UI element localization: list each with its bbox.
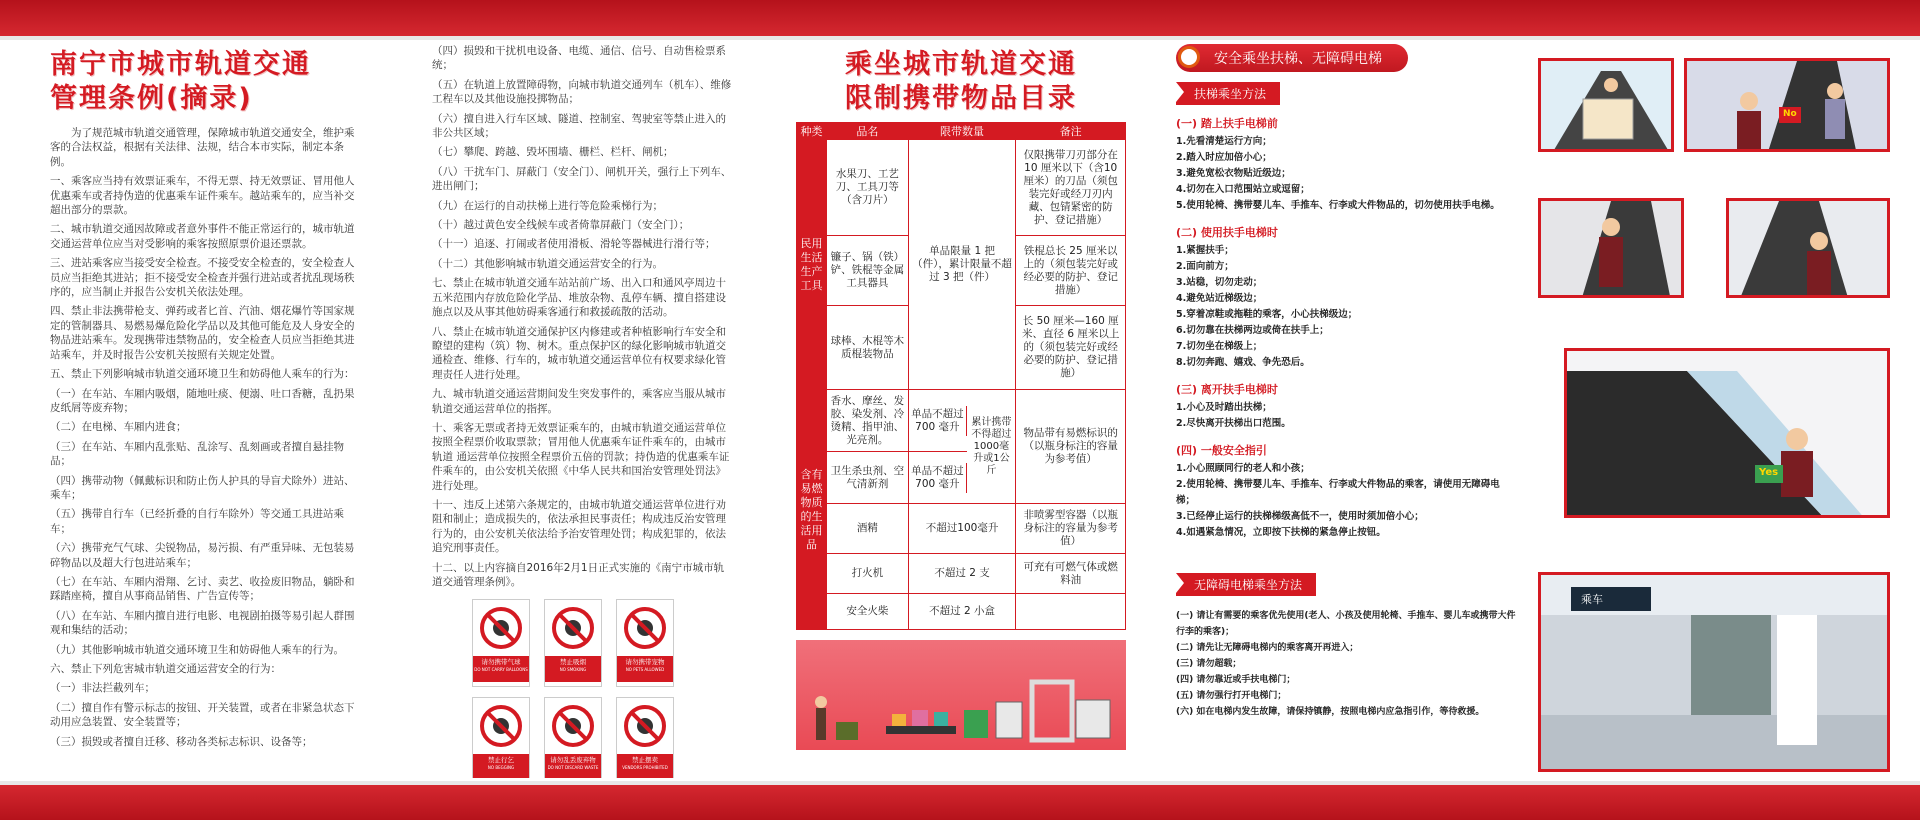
paragraph: 八、禁止在城市轨道交通保护区内修建或者种植影响行车安全和瞭望的建构（筑）物、树木。重点保护区的绿化影响城市轨道交通检查、维修、行车的，城市轨道交通运营单位有权要求绿化管理责任人进行处理。 [432,325,726,381]
table-cell-note: 可充有可燃气体或燃料油 [1016,554,1126,594]
table-cell-item: 卫生杀虫剂、空气清新剂 [826,452,908,504]
sign-label-cn: 禁止行乞 [488,756,514,765]
paragraph: （三）在车站、车厢内乱张贴、乱涂写、乱刻画或者擅自悬挂物品； [50,440,344,468]
step-item: 4.切勿在入口范围站立或逗留； [1176,184,1310,195]
escalator-section-title [1176,44,1408,72]
paragraph: （十）越过黄色安全线候车或者倚靠屏蔽门（安全门）； [432,219,690,232]
step-item: 1.紧握扶手； [1176,245,1234,256]
panel-regulations-part2 [432,44,732,778]
step-item: (一) 请让有需要的乘客优先使用(老人、小孩及使用轮椅、手推车、婴儿车或携带大件行李的乘客)； [1176,611,1516,637]
step-item: (四) 请勿靠近或手扶电梯门； [1176,675,1296,685]
paragraph: （七）在车站、车厢内滑翔、乞讨、卖艺、收捡废旧物品，躺卧和踩踏座椅，擅自从事商品销售、广告宣传等； [50,575,355,603]
step-item: 1.小心照顾同行的老人和小孩； [1176,463,1310,474]
step-item: 2.使用轮椅、携带婴儿车、手推车、行李或大件物品的乘客，请使用无障碍电梯； [1176,479,1500,506]
escalator-luggage-icon [1541,61,1674,152]
person-head [815,696,827,708]
security-gate [1032,682,1072,740]
sign-label [545,754,601,778]
table-cell-item: 香水、摩丝、发胶、染发剂、冷烫精、指甲油、光亮剂。 [826,390,908,452]
paragraph: 二、城市轨道交通因故障或者意外事件不能正常运行的，城市轨道交通运营单位应当对受影响的乘客按照原票价退还票款。 [50,223,355,250]
step-item: 1.先看清楚运行方向； [1176,136,1272,147]
paragraph: （八）在车站、车厢内擅自进行电影、电视剧拍摄等易引起人群围观和集结的活动； [50,609,355,637]
steps-leaving [1176,400,1516,432]
table-cell-note: 非喷雾型容器（以瓶身标注的容量为参考值） [1016,504,1126,554]
prohibition-sign [616,697,674,778]
category-flammable: 含有易燃物质的生活用品 [797,390,827,630]
regulations-text-continued [432,44,732,589]
escalator-main-title: 安全乘坐扶梯、无障碍电梯 [1214,51,1382,67]
prohibition-sign [544,599,602,687]
trash-bin-icon [964,710,988,738]
step-item: 3.站稳，切勿走动； [1176,277,1263,288]
paragraph: 五、禁止下列影响城市轨道交通环境卫生和妨碍他人乘车的行为： [50,368,355,381]
security-check-banner [796,640,1126,750]
paragraph: 六、禁止下列危害城市轨道交通运营安全的行为： [50,663,281,675]
sign-label-cn: 禁止吸烟 [560,658,586,667]
xray-machine [1076,700,1110,738]
restricted-title-line2: 限制携带物品目录 [845,83,1077,114]
col-header-category: 种类 [797,123,827,140]
table-cell-item: 水果刀、工艺刀、工具刀等（含刀片） [826,140,908,236]
station-sign-label: 乘车 [1581,593,1603,606]
prohibition-sign [544,697,602,778]
no-smoking-icon [545,600,601,656]
steps-general [1176,461,1516,541]
paragraph: 十、乘客无票或者持无效票证乘车的，由城市轨道交通运营单位按照全程票价收取票款；冒用他人优惠乘车证件乘车的，由城市轨道 通运营单位按照全程票价五倍的罚款；持伪造的优惠乘车证件乘车的，由公安机关依照《中华人民共和国治安管理处罚法》进行处理。 [432,421,730,492]
escalator-method-tag: 扶梯乘坐方法 [1176,82,1280,105]
escalator-staff-icon [1729,201,1890,298]
no-pets-icon [617,600,673,656]
paragraph: （一）在车站、车厢内吸烟，随地吐痰、便溺、吐口香糖，乱扔果皮纸屑等废弃物； [50,387,355,414]
table-cell-note: 物品带有易燃标识的（以瓶身标注的容量为参考值） [1016,390,1126,504]
paragraph: （五）携带自行车（已经折叠的自行车除外）等交通工具进站乘车； [50,508,344,535]
step-item: (五) 请勿强行打开电梯门； [1176,691,1287,701]
no-vendors-icon [617,698,673,754]
step-item: 3.已经停止运行的扶梯梯级高低不一，使用时须加倍小心； [1176,511,1424,522]
escalator-yes-icon [1567,351,1890,518]
paragraph: 三、进站乘客应当接受安全检查。不接受安全检查的，安全检查人员应当拒绝其进站；拒不接受安全检查并强行进站或者扰乱现场秩序的，应当制止并报告公安机关依法处理。 [50,257,355,299]
scanner-machine [996,702,1022,738]
bag-icon [912,710,928,726]
paragraph: （一）非法拦截列车； [50,682,155,695]
step-item: 3.避免宽松衣物贴近级边； [1176,168,1291,179]
escalator-staff-icon [1687,61,1890,152]
paragraph: 一、乘客应当持有效票证乘车，不得无票、持无效票证、冒用他人优惠乘车或者持伪造的优惠乘车证件乘车。越站乘车的，应当补交超出部分的票款。 [50,175,355,217]
table-cell-quantity-split [908,417,1016,504]
sign-label-cn: 请勿携带宠物 [625,658,665,667]
no-sign-label: No [1783,109,1797,119]
paragraph: 十一、违反上述第六条规定的，由城市轨道交通运营单位进行劝阻和制止；造成损失的，依法承担民事责任；构成违反治安管理行为的，由公安机关依法给予治安管理处罚；构成犯罪的，依法追究刑事责任。 [432,498,726,555]
panel-regulations-part1 [50,44,360,778]
step-item: 8.切勿奔跑、嬉戏、争先恐后。 [1176,357,1310,368]
restricted-title-line1: 乘坐城市轨道交通 [845,49,1077,80]
category-tools: 民用生活生产工具 [797,140,827,390]
step-item: (三) 请勿超载； [1176,659,1242,669]
paragraph: （六）擅自进入行车区域、隧道、控制室、驾驶室等禁止进入的非公共区域； [432,112,726,140]
illustration-escalator-staff-2 [1726,198,1890,298]
sign-label-en: NO PETS ALLOWED [625,667,665,673]
paragraph: （二）擅自作有警示标志的按钮、开关装置，或者在非紧急状态下动用应急装置、安全装置等； [50,701,355,729]
steps-before [1176,134,1516,214]
illustration-luggage-escalator [1538,58,1674,152]
prohibition-sign [472,599,530,687]
step-item: 4.避免站近梯级边； [1176,293,1263,304]
sign-label [617,656,673,682]
sign-label [473,656,529,682]
regulations-title-line1: 南宁市城市轨道交通 [50,49,311,80]
table-cell-quantity: 单品不超过700 毫升 [909,406,967,436]
panel-escalator-guide [1176,44,1516,778]
table-cell-note: 仅限携带刀刃部分在 10 厘米以下（含10厘米）的刀品（须包装完好或经刀刃内藏、包锖紧密的防护、登记措施） [1016,140,1126,236]
table-cell-quantity: 单品限量 1 把（件），累计限量不超过 3 把（件） [908,140,1016,390]
photo-station-elevator [1538,572,1890,772]
bullet-dot-icon [1178,46,1200,68]
step-item: 2.面向前方； [1176,261,1234,272]
escalator-staff-icon [1541,201,1684,298]
paragraph: （七）攀爬、跨越、毁坏围墙、栅栏、栏杆、闸机； [432,146,674,159]
paragraph: （六）携带充气气球、尖锐物品，易污损、有严重异味、无包装易碎物品以及超大行包进站乘车； [50,542,355,569]
illustration-escalator-yes [1564,348,1890,518]
restricted-items-title [796,48,1126,116]
table-cell-quantity: 不超过 2 支 [908,554,1016,594]
no-begging-icon [473,698,529,754]
security-check-illustration [796,640,1126,750]
step-item: 5.穿着凉鞋或拖鞋的乘客，小心扶梯级边； [1176,309,1358,320]
sign-label [473,754,529,778]
sign-label-cn: 请勿携带气球 [481,658,521,667]
paragraph: （二）在电梯、车厢内进食； [50,421,187,434]
paragraph: （四）携带动物（佩戴标识和防止伤人护具的导盲犬除外）进站、乘车； [50,474,355,501]
regulations-text [50,126,360,749]
bag-icon [892,714,906,726]
illustration-no-sign [1684,58,1890,152]
paragraph: （十二）其他影响城市轨道交通运营安全的行为。 [432,257,663,270]
sign-label-en: NO BEGGING [487,765,515,771]
sign-label-en: VENDORS PROHIBITED [622,765,668,771]
regulations-title [50,48,360,116]
col-header-quantity: 限带数量 [908,123,1016,140]
subheading-before: (一) 踏上扶手电梯前 [1176,117,1278,130]
bag-icon [934,712,948,726]
table-cell-item: 打火机 [826,554,908,594]
table-cell-quantity: 不超过 2 小盒 [908,594,1016,630]
table-cell-item: 安全火柴 [826,594,908,630]
paragraph: （五）在轨道上放置障碍物，向城市轨道交通列车（机车）、维修工程车以及其他设施投掷物品； [432,78,732,106]
paragraph: 四、禁止非法携带枪支、弹药或者匕首、汽油、烟花爆竹等国家规定的管制器具、易燃易爆危险化学品以及其他可能危及人身安全的物品进站乘车。发现携带违禁物品的，安全检查人员应当拒绝其进站乘车，并及时报告公安机关按照有关规定处置。 [50,305,355,361]
prohibition-sign [616,599,674,687]
restricted-items-table [796,122,1126,630]
yes-sign-label: Yes [1759,467,1779,478]
paragraph: 为了规范城市轨道交通管理，保障城市轨道交通安全，维护乘客的合法权益，根据有关法律、法规，结合本市实际，制定本条例。 [50,127,355,168]
sign-label-en: NO SMOKING [559,667,587,673]
top-band-highlight [0,36,1920,40]
table-cell-note: 长 50 厘米—160 厘米、直径 6 厘米以上的（须包装完好或经必要的防护、登记措施） [1016,306,1126,390]
regulations-title-line2: 管理条例(摘录) [50,83,253,114]
step-item: (六) 如在电梯内发生故障，请保持镇静，按照电梯内应急指引作，等待救援。 [1176,707,1485,717]
sign-label-cn: 禁止摆卖 [632,756,658,765]
no-littering-icon [545,698,601,754]
paragraph: （十一）追逐、打闹或者使用滑板、滑轮等器械进行滑行等； [432,238,716,251]
panel-restricted-items [796,44,1126,778]
col-header-remarks: 备注 [1016,123,1126,140]
subheading-using: (二) 使用扶手电梯时 [1176,226,1278,239]
table-cell-note [1016,594,1126,630]
paragraph: 七、禁止在城市轨道交通车站站前广场、出入口和通风亭周边十五米范围内存放危险化学品、堆放杂物、乱停车辆、擅自搭建设施点以及从事其他妨碍乘客通行和救援疏散的活动。 [432,277,726,319]
col-header-item: 品名 [826,123,908,140]
table-cell-cumulative: 累计携带不得超过1000毫升或1公斤 [967,391,1015,503]
elevator-steps [1176,608,1516,720]
sign-label-en: DO NOT CARRY BALLOONS [474,667,528,673]
sign-label-en: DO NOT DISCARD WASTE [547,765,599,771]
step-item: 1.小心及时踏出扶梯； [1176,402,1272,413]
person-body [816,708,826,740]
table-cell-item: 酒精 [826,504,908,554]
table-cell-quantity: 不超过100毫升 [908,504,1016,554]
table-cell-note: 铁棍总长 25 厘米以上的（须包装完好或经必要的防护、登记措施） [1016,236,1126,306]
step-item: 5.使用轮椅、携带婴儿车、手推车、行李或大件物品的，切勿使用扶手电梯。 [1176,200,1500,211]
paragraph: 九、城市轨道交通运营期间发生突发事件的，乘客应当服从城市轨道交通运营单位的指挥。 [432,388,726,415]
prohibition-sign [472,697,530,778]
step-item: 2.踏入时应加倍小心； [1176,152,1272,163]
luggage-icon [836,722,858,740]
subheading-general: (四) 一般安全指引 [1176,444,1267,457]
sign-label [617,754,673,778]
step-item: 4.如遇紧急情况，立即按下扶梯的紧急停止按钮。 [1176,527,1386,538]
sign-label-cn: 请勿乱丢废弃物 [550,756,596,765]
panel-illustrations [1530,44,1896,778]
paragraph: （八）干扰车门、屏蔽门（安全门）、闸机开关，强行上下列车、进出闸门； [432,165,732,193]
step-item: (二) 请先让无障碍电梯内的乘客离开再进入； [1176,643,1359,653]
step-item: 2.尽快离开扶梯出口范围。 [1176,418,1291,429]
conveyor-belt [886,726,956,734]
sign-label [545,656,601,682]
paragraph: 十二、以上内容摘自2016年2月1日正式实施的《南宁市城市轨道交通管理条例》。 [432,561,725,588]
elevator-method-tag: 无障碍电梯乘坐方法 [1176,573,1316,596]
steps-using [1176,243,1516,371]
table-cell-item: 镰子、锅（铁）铲、铁棍等金属工具器具 [826,236,908,306]
table-cell-item: 球棒、木棍等木质棍装物品 [826,306,908,390]
bottom-red-band [0,785,1920,820]
top-red-band [0,0,1920,36]
paragraph: （三）损毁或者擅自迁移、移动各类标志标识、设备等； [50,735,313,748]
paragraph: （九）在运行的自动扶梯上进行等危险乘梯行为； [432,199,663,212]
paragraph: （九）其他影响城市轨道交通环境卫生和妨碍他人乘车的行为。 [50,643,344,656]
table-cell-quantity: 单品不超过700 毫升 [909,463,967,493]
step-item: 7.切勿坐在梯级上； [1176,341,1263,352]
step-item: 6.切勿靠在扶梯两边或倚在扶手上； [1176,325,1329,336]
balloon-prohibited-icon [473,600,529,656]
paragraph: （四）损毁和干扰机电设备、电缆、通信、信号、自动售检票系统； [432,45,726,72]
illustration-escalator-staff-1 [1538,198,1684,298]
prohibition-signs [472,599,732,778]
subheading-leaving: (三) 离开扶手电梯时 [1176,383,1278,396]
